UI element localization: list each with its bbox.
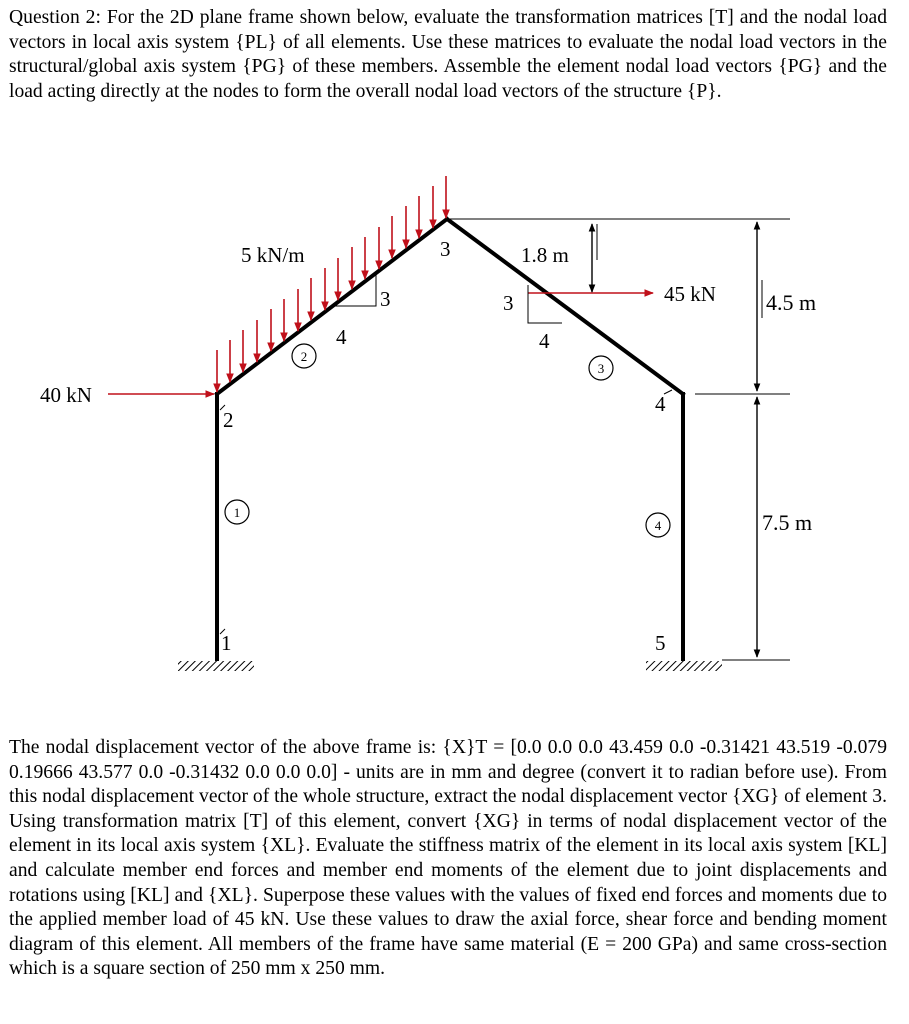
distributed-load-arrows [217, 176, 446, 392]
element-4-marker [646, 513, 670, 537]
member-load-label: 45 kN [664, 282, 716, 306]
distributed-load-label: 5 kN/m [241, 243, 305, 267]
element-1-marker [225, 500, 249, 524]
slope-left-rise: 3 [380, 287, 391, 311]
svg-text:2: 2 [300, 349, 308, 364]
svg-text:1: 1 [233, 505, 241, 520]
node-load-left-label: 40 kN [40, 383, 92, 407]
height-lower-label: 7.5 m [762, 510, 813, 535]
svg-text:3: 3 [597, 361, 605, 376]
slope-right-run: 4 [539, 329, 550, 353]
slope-right-rise: 3 [503, 291, 514, 315]
node-1-label: 1 [221, 631, 232, 655]
height-upper-label: 4.5 m [766, 290, 817, 315]
offset-dimension-label: 1.8 m [521, 243, 569, 267]
question-text: Question 2: For the 2D plane frame shown below, evaluate the transformation matrices [T] and the nodal load vectors in local axis system {PL} of all elements. Use these matrices to evaluate the nodal load vectors in the structural/global axis system {PG} of these members. Assemble the element nodal load vectors {PG} and the load acting directly at the nodes to form the overall nodal load vectors of the structure {P}. [9, 7, 887, 102]
support-right [646, 661, 722, 671]
support-left [178, 661, 254, 671]
problem-body-text: The nodal displacement vector of the above frame is: {X}T = [0.0 0.0 0.0 43.459 0.0 -0.31421 43.519 -0.079 0.19666 43.577 0.0 -0.31432 0.0 0.0 0.0] - units are in mm and degree (convert it to radian before use). From this nodal displacement vector of the whole structure, extract the nodal displacement vector {XG} of element 3. Using transformation matrix [T] of this element, convert {XG} in terms of nodal displacement vector of the element in its local axis system {XL}. Evaluate the stiffness matrix of the element in its local axis system [KL] and calculate member end forces and member end moments of the element due to joint displacements and rotations using [KL] and {XL}. Superpose these values with the values of fixed end forces and moments due to the applied member load of 45 kN. Use these values to draw the axial force, shear force and bending moment diagram of this element. All members of the frame have same material (E = 200 GPa) and same cross-section which is a square section of 250 mm x 250 mm. [9, 737, 887, 980]
node-5-label: 5 [655, 631, 666, 655]
node-2-label: 2 [223, 408, 234, 432]
element-3-marker [589, 356, 613, 380]
frame-members [217, 219, 683, 660]
svg-text:4: 4 [654, 518, 662, 533]
node-3-label: 3 [440, 237, 451, 261]
node-4-label: 4 [655, 392, 666, 416]
element-2-marker [292, 344, 316, 368]
slope-left-run: 4 [336, 325, 347, 349]
